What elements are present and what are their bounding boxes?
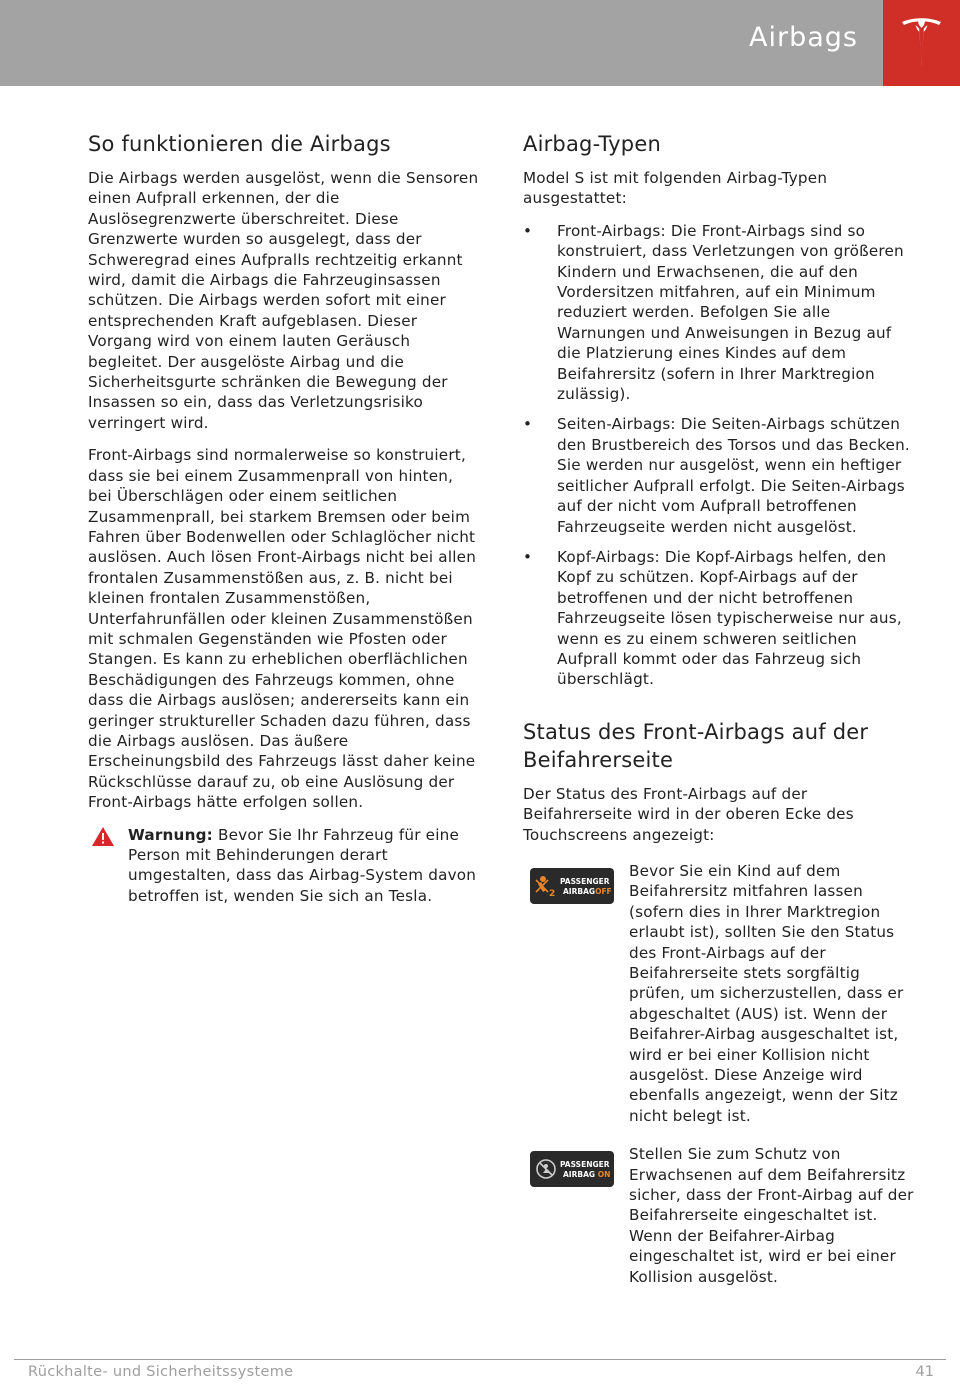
right-column xyxy=(523,130,918,1287)
header-title: Airbags xyxy=(749,22,858,53)
footer-divider xyxy=(14,1359,946,1360)
badge-line2a: AIRBAG xyxy=(563,886,596,896)
badge-line1: PASSENGER xyxy=(560,876,610,886)
warning-text xyxy=(128,825,480,907)
badge-line2b: OFF xyxy=(595,886,612,896)
badge-line2b: ON xyxy=(597,1170,611,1180)
status-row-on xyxy=(523,1144,918,1287)
paragraph: Die Airbags werden ausgelöst, wenn die Sensoren einen Aufprall erkennen, der die Auslösegrenzwerte überschreitet. Diese Grenzwerte wurden so ausgelegt, dass der Schweregrad eines Aufpralls rechtzeitig erkannt wird, damit die Airbags die Fahrzeuginsassen schützen. Die Airbags werden sofort mit einer entsprechenden Kraft aufgeblasen. Dieser Vorgang wird von einem lauten Geräusch begleitet. Der ausgelöste Airbag und die Sicherheitsgurte schränken die Bewegung der Insassen so ein, dass das Verletzungsrisiko verringert wird. xyxy=(88,169,479,432)
status-row-off xyxy=(523,861,918,1126)
paragraph: Der Status des Front-Airbags auf der Beifahrerseite wird in der oberen Ecke des Touchscreens angezeigt: xyxy=(523,784,854,844)
footer-section-title: Rückhalte- und Sicherheitssysteme xyxy=(28,1364,294,1380)
warning-triangle-icon xyxy=(92,827,114,846)
passenger-airbag-off-icon xyxy=(530,868,614,904)
badge-line1: PASSENGER xyxy=(560,1160,610,1170)
bullet-icon: • xyxy=(523,415,533,434)
airbag-type-list xyxy=(523,221,918,690)
section-heading-airbag-types: Airbag-Typen xyxy=(523,132,661,156)
warning-box xyxy=(88,825,480,907)
status-on-description: Stellen Sie zum Schutz von Erwachsenen auf dem Beifahrersitz sicher, dass der Front-Airbag auf der Beifahrerseite eingeschaltet ist. Wenn der Beifahrer-Airbag eingeschaltet ist, wird er bei einer Kollision ausgelöst. xyxy=(629,1145,914,1286)
status-off-description: Bevor Sie ein Kind auf dem Beifahrersitz mitfahren lassen (sofern dies in Ihrer Marktregion erlaubt ist), sollten Sie den Status des Front-Airbags auf der Beifahrerseite stets sorgfältig prüfen, um sicherzustellen, dass er abgeschaltet (AUS) ist. Wenn der Beifahrer-Airbag ausgeschaltet ist, wird er bei einer Kollision nicht ausgelöst. Diese Anzeige wird ebenfalls angezeigt, wenn der Sitz nicht belegt ist. xyxy=(629,861,904,1125)
warning-body: Bevor Sie Ihr Fahrzeug für eine Person mit Behinderungen derart umgestalten, dass das Airbag-System davon betroffen ist, wenden Sie sich an Tesla. xyxy=(128,825,477,905)
warning-label: Warnung: xyxy=(128,825,213,844)
page-number: 41 xyxy=(915,1364,934,1380)
badge-line2a: AIRBAG xyxy=(563,1170,596,1180)
paragraph: Model S ist mit folgenden Airbag-Typen ausgestattet: xyxy=(523,169,828,208)
list-item: • Front-Airbags: Die Front-Airbags sind so konstruiert, dass Verletzungen von größeren Kindern und Erwachsenen, die auf den Vordersitzen mitfahren, auf ein Minimum reduziert werden. Befolgen Sie alle Warnungen und Anweisungen in Bezug auf die Platzierung eines Kindes auf dem Beifahrersitz (sofern in Ihrer Marktregion zulässig). xyxy=(523,221,904,404)
left-column xyxy=(88,130,480,906)
bullet-icon: • xyxy=(523,221,533,240)
svg-text:2: 2 xyxy=(549,888,556,899)
svg-text:AIRBAGOFF xyxy=(563,887,612,896)
tesla-logo-icon xyxy=(901,16,942,68)
list-item: • Seiten-Airbags: Die Seiten-Airbags schützen den Brustbereich des Torsos und das Becken. Sie werden nur ausgelöst, wenn ein heftiger seitlicher Aufprall erfolgt. Die Seiten-Airbags auf der nicht vom Aufprall betroffenen Fahrzeugseite werden nicht ausgelöst. xyxy=(523,415,910,536)
page-header xyxy=(0,0,960,86)
paragraph: Front-Airbags sind normalerweise so konstruiert, dass sie bei einem Zusammenprall von hinten, bei Überschlägen oder einem seitlichen Zusammenprall, bei starkem Bremsen oder beim Fahren über Bodenwellen oder Schlaglöcher nicht auslösen. Auch lösen Front-Airbags nicht bei allen frontalen Zusammenstößen aus, z. B. nicht bei kleinen frontalen Zusammenstößen, Unterfahrunfällen oder kleinen Zusammenstößen mit schmalen Gegenständen wie Pfosten oder Stangen. Es kann zu erheblichen oberflächlichen Beschädigungen des Fahrzeugs kommen, ohne dass die Airbags auslösen; andererseits kann ein geringer struktureller Schaden dazu führen, dass die Airbags auslösen. Das äußere Erscheinungsbild des Fahrzeugs lässt daher keine Rückschlüsse darauf zu, ob eine Auslösung der Front-Airbags hätte erfolgen sollen. xyxy=(88,446,477,812)
passenger-airbag-on-icon xyxy=(530,1151,614,1187)
section-heading-how-airbags-work: So funktionieren die Airbags xyxy=(88,132,391,156)
section-heading-passenger-airbag-status: Status des Front-Airbags auf der Beifahrerseite xyxy=(523,719,869,772)
svg-text:AIRBAG ON xyxy=(563,1170,610,1179)
list-item: • Kopf-Airbags: Die Kopf-Airbags helfen, den Kopf zu schützen. Kopf-Airbags auf der betroffenen und der nicht betroffenen Fahrzeugseite lösen typischerweise nur aus, wenn es zu einem schweren seitlichen Aufprall kommt oder das Fahrzeug sich überschlägt. xyxy=(523,547,902,689)
bullet-icon: • xyxy=(523,547,533,566)
tesla-logo xyxy=(883,0,960,86)
